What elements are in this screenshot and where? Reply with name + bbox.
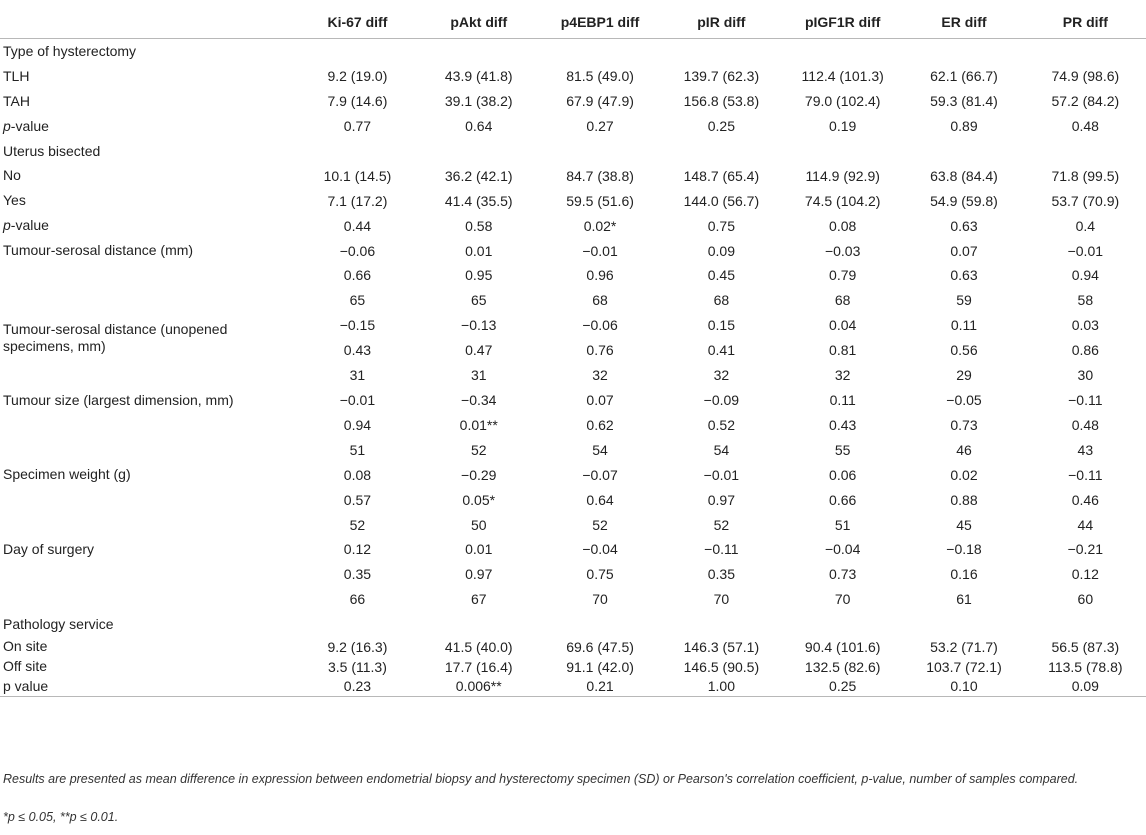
column-header: ER diff — [941, 14, 987, 30]
table-cell: 0.75 — [586, 566, 614, 583]
table-cell: 0.09 — [707, 242, 735, 259]
table-cell: 56.5 (87.3) — [1051, 638, 1120, 655]
table-cell: 39.1 (38.2) — [444, 93, 513, 110]
cell-value: 0.81 — [829, 341, 857, 358]
table-cell: 9.2 (19.0) — [327, 68, 388, 85]
table-row — [0, 363, 1146, 388]
table-cell: 112.4 (101.3) — [801, 68, 884, 85]
section-label: Uterus bisected — [3, 142, 101, 159]
table-cell: 68 — [834, 292, 851, 309]
table-cell: 0.05* — [462, 491, 496, 508]
table-cell: 81.5 (49.0) — [566, 68, 634, 85]
row-label: Yes — [3, 192, 26, 209]
column-header: p4EBP1 diff — [560, 14, 640, 30]
row-label: Tumour-serosal distance (mm) — [3, 242, 194, 259]
table-cell: 59 — [956, 292, 972, 309]
table-cell: 52 — [349, 516, 366, 533]
table-row — [0, 388, 1146, 413]
table-cell: 0.35 — [343, 566, 372, 583]
table-row — [0, 677, 1146, 697]
table-cell: 69.6 (47.5) — [566, 638, 634, 655]
table-cell: 74.9 (98.6) — [1051, 68, 1120, 85]
cell-value: 0.15 — [707, 316, 735, 333]
table-cell: 32 — [834, 367, 851, 384]
table-cell: −0.04 — [582, 541, 618, 558]
table-cell: −0.03 — [824, 242, 861, 259]
column-header: pIGF1R diff — [804, 14, 881, 30]
table-cell: 0.75 — [707, 217, 735, 234]
table-row — [0, 163, 1146, 188]
table-cell: 79.0 (102.4) — [804, 93, 881, 110]
cell-value: −0.13 — [461, 316, 497, 333]
table-cell: 44 — [1077, 516, 1094, 533]
table-cell: 0.79 — [829, 267, 857, 284]
table-row — [0, 462, 1146, 487]
table-cell: 146.5 (90.5) — [683, 658, 760, 675]
table-cell: 0.07 — [586, 392, 614, 409]
table-cell: 0.73 — [950, 417, 978, 434]
row-label — [0, 437, 297, 462]
table-cell: 66 — [349, 591, 366, 608]
table-cell: 0.77 — [343, 118, 372, 135]
table-cell: 0.43 — [829, 417, 857, 434]
table-cell: 0.63 — [950, 267, 978, 284]
table-cell: 51 — [834, 516, 851, 533]
table-cell: −0.01 — [1067, 242, 1104, 259]
table-cell: −0.18 — [946, 541, 982, 558]
table-cell: −0.07 — [582, 466, 618, 483]
table-cell: −0.11 — [1068, 466, 1103, 483]
table-cell: 60 — [1077, 591, 1094, 608]
table-cell: 113.5 (78.8) — [1048, 658, 1123, 675]
table-cell: 0.11 — [829, 392, 856, 409]
cell-value: −0.15 — [339, 316, 376, 333]
table-cell: 144.0 (56.7) — [683, 192, 760, 209]
table-cell: 52 — [592, 516, 608, 533]
table-cell: 0.62 — [586, 417, 614, 434]
cell-value: 0.86 — [1071, 341, 1099, 358]
table-cell: 68 — [713, 292, 730, 309]
table-row — [0, 263, 1146, 288]
table-cell: 146.3 (57.1) — [683, 638, 760, 655]
table-cell: 32 — [592, 367, 608, 384]
cell-value: 0.43 — [343, 341, 372, 358]
table-cell — [661, 313, 782, 363]
row-label: Specimen weight (g) — [3, 466, 131, 483]
row-label — [0, 587, 297, 612]
table-cell: 0.23 — [343, 678, 372, 695]
row-label: Off site — [3, 658, 48, 675]
cell-value: 0.11 — [950, 316, 978, 333]
table-cell: 36.2 (42.1) — [444, 167, 513, 184]
results-table — [0, 6, 1146, 697]
table-cell: 0.73 — [829, 566, 857, 583]
row-label — [0, 263, 297, 288]
table-cell: 7.9 (14.6) — [327, 93, 388, 110]
table-cell: 0.01 — [465, 242, 493, 259]
table-row — [0, 487, 1146, 512]
row-label: Day of surgery — [3, 540, 95, 557]
table-cell: 67.9 (47.9) — [566, 93, 634, 110]
table-cell: 53.7 (70.9) — [1051, 192, 1120, 209]
cell-value: 0.76 — [586, 341, 614, 358]
table-cell: 0.21 — [586, 678, 614, 695]
table-cell: −0.11 — [704, 541, 739, 558]
table-cell: 0.4 — [1075, 217, 1096, 234]
table-header — [0, 6, 1146, 39]
cell-value: 0.04 — [829, 316, 857, 333]
table-cell: 114.9 (92.9) — [805, 167, 880, 184]
table-row — [0, 537, 1146, 562]
table-cell: 57.2 (84.2) — [1051, 93, 1120, 110]
table-cell: 10.1 (14.5) — [323, 167, 392, 184]
table-cell: 0.16 — [950, 566, 978, 583]
table-cell: 0.48 — [1071, 417, 1099, 434]
table-cell: 0.10 — [950, 678, 978, 695]
table-cell: 51 — [349, 441, 366, 458]
cell-value: 0.47 — [465, 341, 493, 358]
row-label — [0, 562, 297, 587]
table-cell: 3.5 (11.3) — [327, 658, 387, 675]
section-row — [0, 139, 1146, 164]
significance-note: *p ≤ 0.05, **p ≤ 0.01. — [3, 810, 119, 824]
table-cell: 17.7 (16.4) — [444, 658, 513, 675]
table-cell: 0.52 — [707, 417, 735, 434]
table-cell: 52 — [470, 441, 487, 458]
table-cell: 0.96 — [586, 267, 614, 284]
table-cell: 0.08 — [343, 466, 372, 483]
table-cell: 0.09 — [1071, 678, 1099, 695]
table-cell: 0.94 — [343, 417, 372, 434]
table-cell: 65 — [470, 292, 487, 309]
cell-value: 0.56 — [950, 341, 978, 358]
table-row — [0, 213, 1146, 238]
p-italic: p — [3, 217, 11, 234]
row-label — [0, 413, 297, 438]
row-label — [0, 114, 297, 139]
row-label: On site — [3, 638, 48, 655]
row-label: No — [3, 167, 21, 184]
table-cell: 0.94 — [1071, 267, 1099, 284]
cell-value: −0.06 — [582, 316, 618, 333]
table-cell: 52 — [713, 516, 730, 533]
row-label — [0, 512, 297, 537]
table-cell: 0.07 — [950, 242, 978, 259]
table-cell: 0.01** — [459, 417, 498, 434]
table-cell: 0.97 — [707, 491, 735, 508]
table-cell: 59.5 (51.6) — [566, 192, 634, 209]
table-cell: 91.1 (42.0) — [566, 658, 634, 675]
table-cell: 59.3 (81.4) — [930, 93, 998, 110]
table-cell: 29 — [956, 367, 972, 384]
table-row — [0, 413, 1146, 438]
table-cell: 58 — [1077, 292, 1094, 309]
table-footnote: Results are presented as mean difference in expression between endometrial biopsy and hysterectomy specimen (SD) or Pearson's correlation coefficient, p-value, number of samples compared. — [3, 772, 1079, 786]
row-label: p value — [3, 677, 49, 694]
row-label: Tumour size (largest dimension, mm) — [3, 391, 234, 408]
table-cell: 0.08 — [829, 217, 857, 234]
table-cell: −0.29 — [461, 466, 497, 483]
table-cell — [782, 313, 903, 363]
row-label: TAH — [3, 92, 30, 109]
table-cell: 0.95 — [465, 267, 493, 284]
table-cell — [418, 313, 539, 363]
table-cell: 1.00 — [707, 678, 735, 695]
table-cell: 0.12 — [1071, 566, 1099, 583]
table-cell: 0.25 — [829, 678, 857, 695]
table-cell: 0.66 — [343, 267, 372, 284]
table-cell: 45 — [956, 516, 972, 533]
table-cell: 0.45 — [707, 267, 735, 284]
table-cell: −0.11 — [1068, 392, 1103, 409]
table-cell: 0.02 — [950, 466, 978, 483]
table-cell — [1025, 313, 1146, 363]
table-cell: 0.25 — [707, 118, 735, 135]
table-cell: 62.1 (66.7) — [930, 68, 998, 85]
section-label: Type of hysterectomy — [3, 42, 137, 59]
table-cell: 0.44 — [343, 217, 372, 234]
table-cell: 0.64 — [465, 118, 493, 135]
table-cell: 41.5 (40.0) — [444, 638, 513, 655]
table-cell: 7.1 (17.2) — [327, 192, 388, 209]
row-label: TLH — [3, 67, 30, 84]
table-cell: 0.88 — [950, 491, 978, 508]
table-cell: 74.5 (104.2) — [804, 192, 881, 209]
table-row — [0, 587, 1146, 612]
table-row — [0, 313, 1146, 363]
table-cell: 90.4 (101.6) — [804, 638, 881, 655]
table-cell — [297, 313, 418, 363]
column-header: PR diff — [1062, 14, 1108, 30]
table-cell: 0.97 — [465, 566, 493, 583]
table-cell: 0.48 — [1071, 118, 1099, 135]
table-cell: 30 — [1077, 367, 1094, 384]
table-row — [0, 238, 1146, 263]
table-cell: 0.06 — [829, 466, 857, 483]
table-cell: 71.8 (99.5) — [1051, 167, 1120, 184]
table-cell: 103.7 (72.1) — [926, 658, 1002, 675]
table-cell: 67 — [470, 591, 487, 608]
table-cell: 0.46 — [1071, 491, 1099, 508]
table-row — [0, 562, 1146, 587]
table-cell: 41.4 (35.5) — [444, 192, 513, 209]
table-cell: 53.2 (71.7) — [930, 638, 998, 655]
table-row — [0, 89, 1146, 114]
table-cell: 0.89 — [950, 118, 978, 135]
row-label — [0, 363, 297, 388]
table-cell: 70 — [713, 591, 730, 608]
table-cell: 65 — [349, 292, 366, 309]
row-label — [0, 487, 297, 512]
table-cell: 63.8 (84.4) — [930, 167, 998, 184]
row-label — [0, 288, 297, 313]
table-cell: 0.58 — [465, 217, 493, 234]
table-row — [0, 188, 1146, 213]
table-cell: 31 — [349, 367, 366, 384]
table-cell: 70 — [834, 591, 851, 608]
table-cell — [539, 313, 660, 363]
table-cell: −0.34 — [461, 392, 497, 409]
table-cell: −0.21 — [1067, 541, 1104, 558]
table-cell: 50 — [470, 516, 487, 533]
table-cell: 43.9 (41.8) — [444, 68, 513, 85]
table-cell: 0.57 — [343, 491, 372, 508]
table-cell: 0.19 — [829, 118, 857, 135]
table-cell: −0.06 — [339, 242, 376, 259]
table-cell: 31 — [470, 367, 487, 384]
table-row — [0, 512, 1146, 537]
table-cell: 0.27 — [586, 118, 614, 135]
table-cell: 0.35 — [707, 566, 735, 583]
table-cell: 132.5 (82.6) — [804, 658, 881, 675]
column-header: pAkt diff — [450, 14, 508, 30]
table-cell: 84.7 (38.8) — [566, 167, 634, 184]
table-cell: 61 — [956, 591, 972, 608]
table-row — [0, 437, 1146, 462]
table-cell: −0.09 — [703, 392, 740, 409]
p-italic: p — [3, 117, 11, 134]
table-cell: 32 — [713, 367, 730, 384]
cell-value: 0.41 — [707, 341, 735, 358]
table-cell: 148.7 (65.4) — [683, 167, 760, 184]
table-cell: 68 — [592, 292, 608, 309]
table-body — [0, 39, 1146, 697]
table-cell — [903, 313, 1024, 363]
table-cell: 54 — [713, 441, 730, 458]
table-cell: 156.8 (53.8) — [683, 93, 760, 110]
table-cell: 0.66 — [829, 491, 857, 508]
column-header: Ki-67 diff — [327, 14, 388, 30]
table-cell: −0.05 — [946, 392, 982, 409]
table-cell: −0.01 — [703, 466, 740, 483]
table-cell: 0.12 — [343, 541, 372, 558]
table-cell: 0.01 — [465, 541, 493, 558]
row-label-text: -value — [10, 117, 49, 134]
table-cell: 139.7 (62.3) — [683, 68, 760, 85]
column-header: pIR diff — [697, 14, 746, 30]
table-cell: 0.02* — [583, 217, 617, 234]
table-cell: 43 — [1077, 441, 1094, 458]
section-row — [0, 612, 1146, 637]
table-cell: 54 — [592, 441, 608, 458]
table-cell: 70 — [592, 591, 608, 608]
table-cell: 0.64 — [586, 491, 614, 508]
table-cell: 54.9 (59.8) — [930, 192, 998, 209]
table-cell: 0.006** — [455, 678, 502, 695]
table-cell: 55 — [834, 441, 851, 458]
table-row — [0, 64, 1146, 89]
row-label-text: -value — [10, 217, 49, 234]
header-blank — [0, 6, 297, 39]
table-cell: 9.2 (16.3) — [327, 638, 388, 655]
table-cell: 46 — [956, 441, 972, 458]
table-row — [0, 288, 1146, 313]
table-row — [0, 657, 1146, 677]
table-cell: −0.04 — [824, 541, 861, 558]
row-label: Tumour-serosal distance (unopened specimens, mm) — [3, 320, 228, 354]
table-row — [0, 114, 1146, 139]
cell-value: 0.03 — [1071, 316, 1099, 333]
table-row — [0, 637, 1146, 657]
section-row — [0, 39, 1146, 64]
table-cell: −0.01 — [582, 242, 618, 259]
table-cell: −0.01 — [339, 392, 376, 409]
section-label: Pathology service — [3, 615, 114, 632]
table-cell: 0.63 — [950, 217, 978, 234]
row-label — [0, 213, 297, 238]
